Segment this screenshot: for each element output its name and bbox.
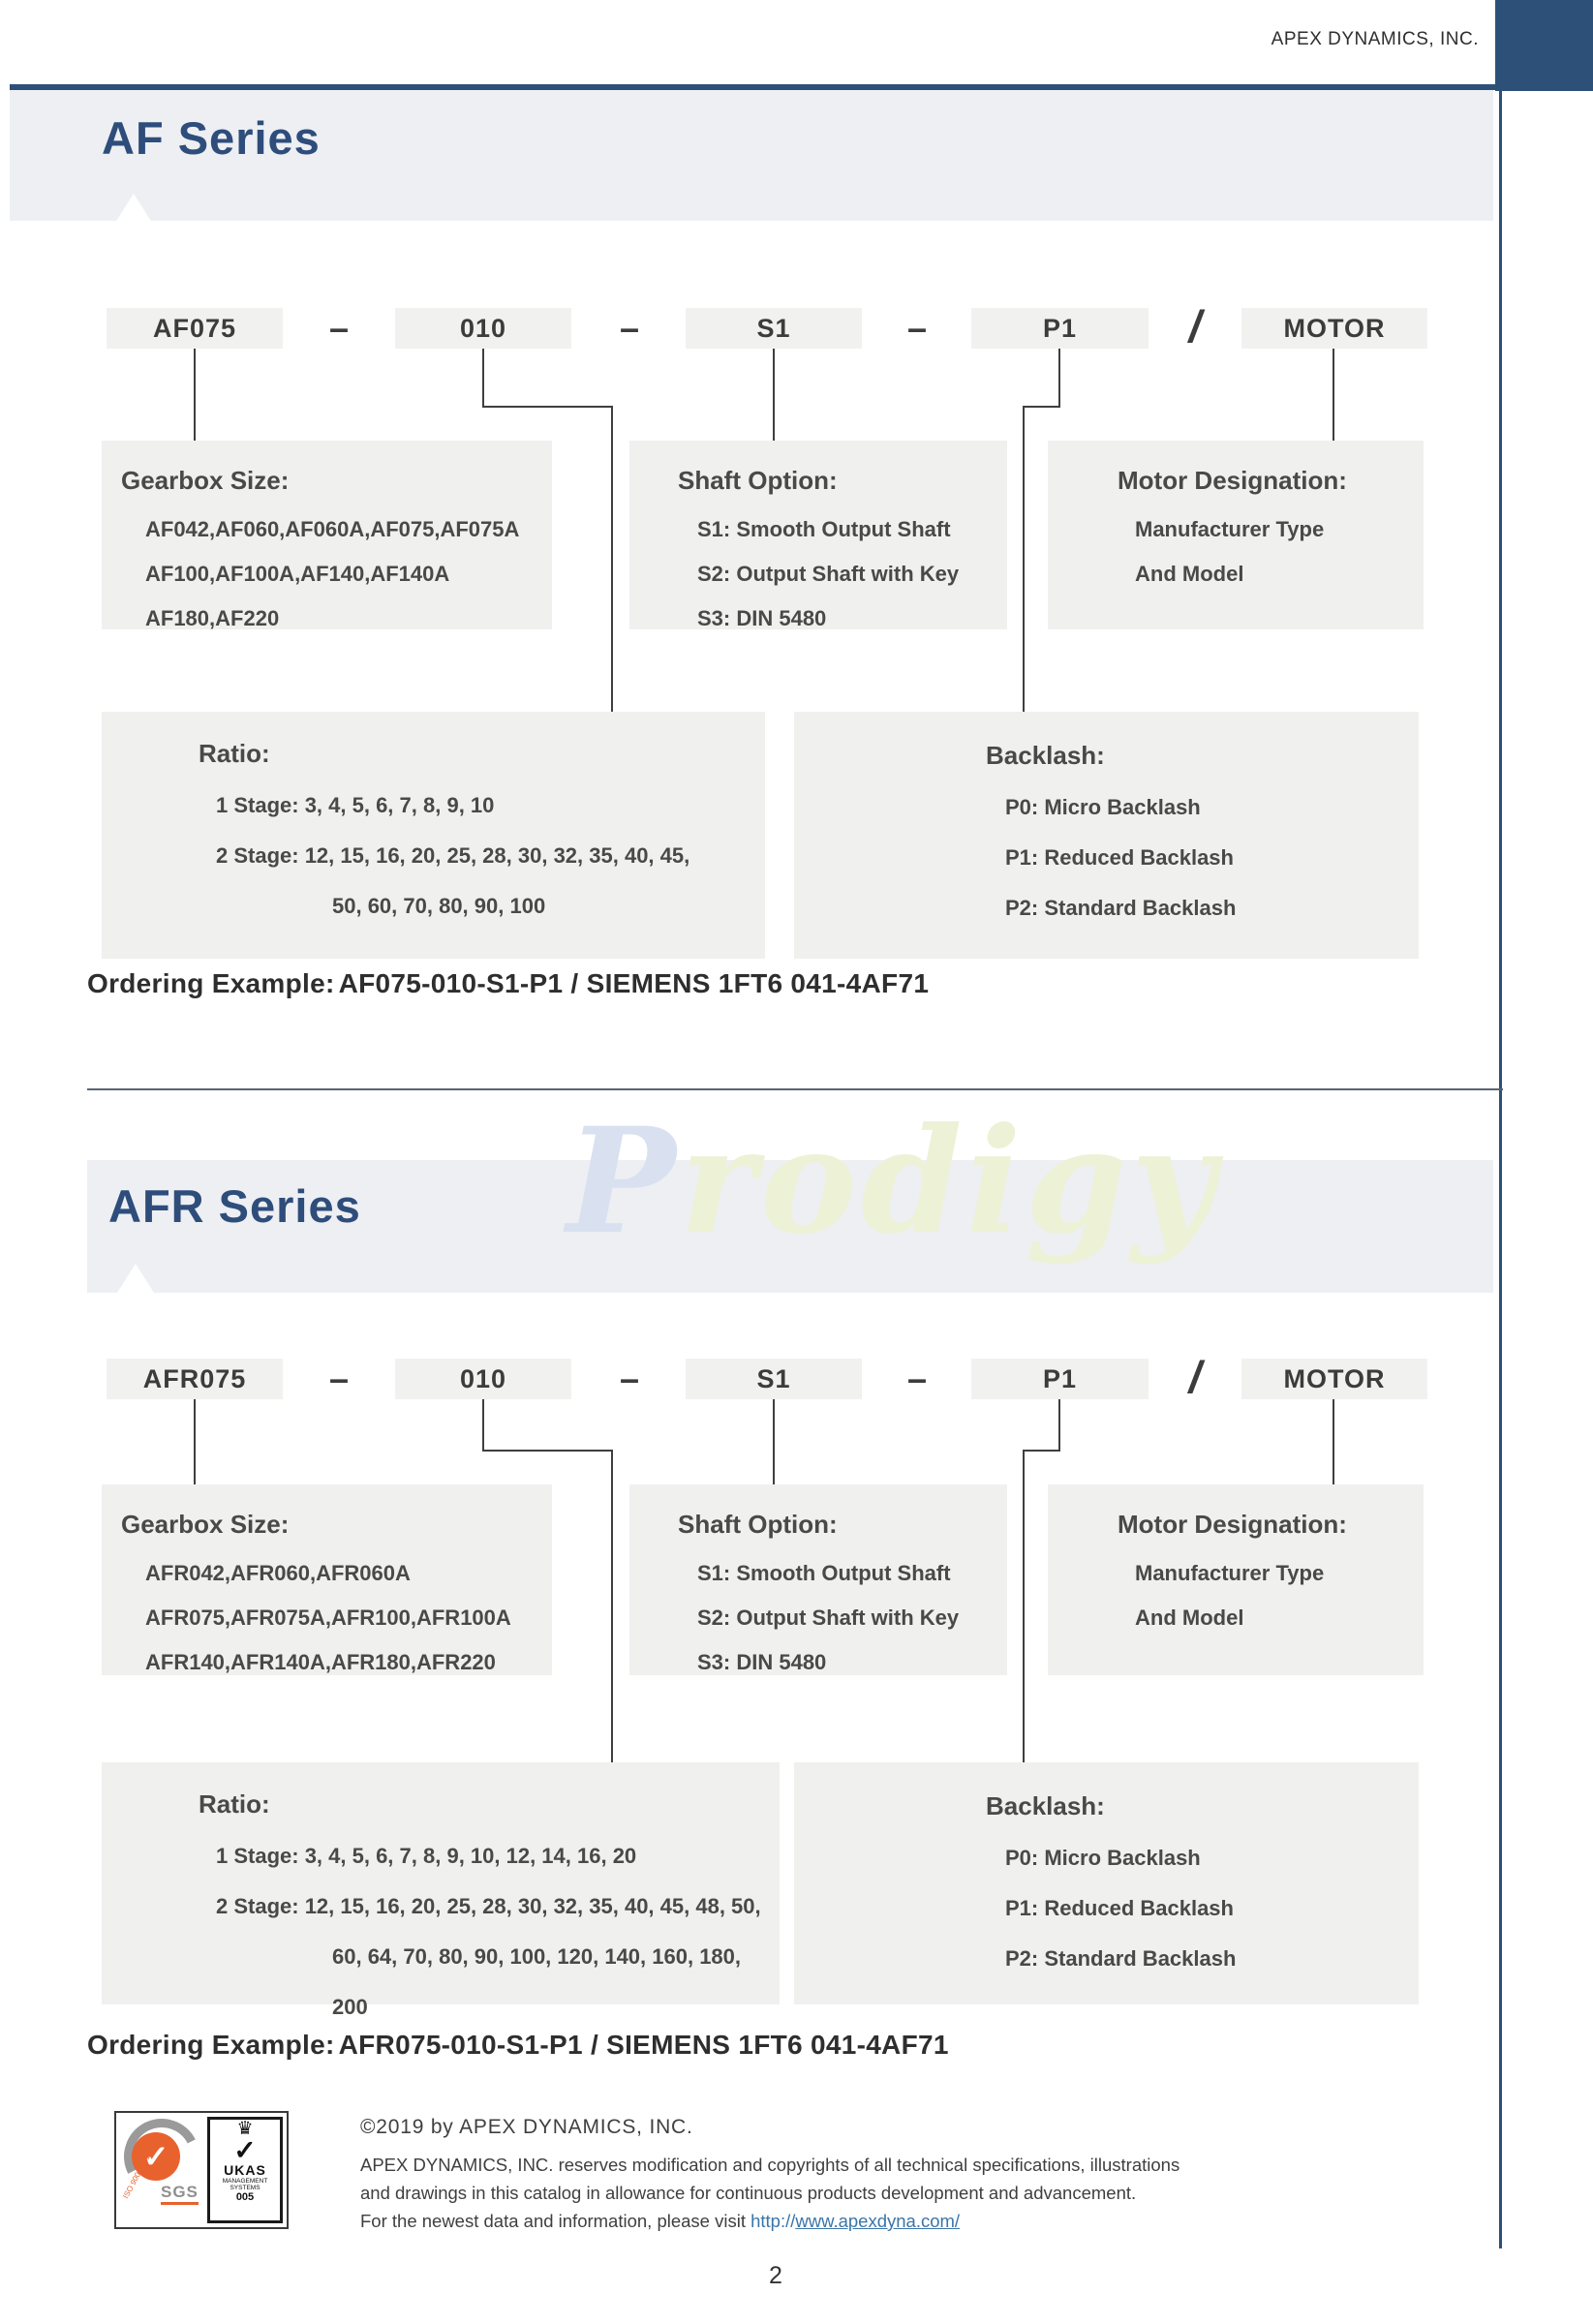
afr-code-motor: MOTOR xyxy=(1241,1359,1427,1399)
backlash-line: P0: Micro Backlash xyxy=(1005,795,1201,819)
ordering-example-value: AFR075-010-S1-P1 / SIEMENS 1FT6 041-4AF71 xyxy=(338,2030,949,2060)
motor-designation-line: Manufacturer Type xyxy=(1135,1561,1325,1585)
shaft-option-line: S3: DIN 5480 xyxy=(697,1650,827,1674)
copyright-line: and drawings in this catalog in allowance for continuous products development and advancement. xyxy=(360,2183,1137,2203)
ratio-line: 60, 64, 70, 80, 90, 100, 120, 140, 160, 180, 200 xyxy=(332,1944,742,2019)
af-series-title: AF Series xyxy=(102,112,321,164)
connector-line xyxy=(1333,1399,1334,1484)
dash-separator: – xyxy=(906,308,928,348)
connector-line xyxy=(482,406,613,408)
connector-line xyxy=(1058,1399,1060,1452)
connector-line xyxy=(194,349,196,441)
certification-logos xyxy=(114,2111,289,2229)
af-ratio-box xyxy=(102,712,765,959)
af-code-motor: MOTOR xyxy=(1241,308,1427,349)
afr-code-shaft: S1 xyxy=(686,1359,862,1399)
connector-line xyxy=(1023,406,1025,712)
copyright-block xyxy=(360,2113,1179,2235)
afr-ordering-example xyxy=(87,2030,949,2061)
crown-icon: ♛ xyxy=(236,2119,254,2139)
connector-line xyxy=(773,349,775,441)
shaft-option-line: S2: Output Shaft with Key xyxy=(697,562,960,586)
dash-separator: – xyxy=(619,1359,640,1398)
gearbox-size-line: AF100,AF100A,AF140,AF140A xyxy=(145,562,450,586)
ratio-line: 1 Stage: 3, 4, 5, 6, 7, 8, 9, 10, 12, 14, 16, 20 xyxy=(216,1844,637,1868)
gearbox-size-line: AF180,AF220 xyxy=(145,606,280,630)
visit-text: For the newest data and information, please visit xyxy=(360,2211,751,2231)
ratio-line: 2 Stage: 12, 15, 16, 20, 25, 28, 30, 32, 35, 40, 45, 48, 50, xyxy=(216,1894,761,1918)
dash-separator: – xyxy=(328,308,350,348)
ukas-logo xyxy=(207,2117,283,2223)
afr-backlash-box xyxy=(794,1762,1419,2004)
backlash-line: P0: Micro Backlash xyxy=(1005,1846,1201,1870)
af-code-gearbox-size: AF075 xyxy=(107,308,283,349)
ordering-example-value: AF075-010-S1-P1 / SIEMENS 1FT6 041-4AF71 xyxy=(338,968,930,998)
ukas-label: UKAS xyxy=(224,2162,266,2178)
shaft-option-line: S1: Smooth Output Shaft xyxy=(697,517,951,541)
connector-line xyxy=(482,1450,613,1452)
gearbox-size-line: AFR140,AFR140A,AFR180,AFR220 xyxy=(145,1650,496,1674)
backlash-line: P2: Standard Backlash xyxy=(1005,1946,1237,1971)
af-motor-designation-box xyxy=(1048,441,1424,629)
shaft-option-line: S3: DIN 5480 xyxy=(697,606,827,630)
shaft-option-line: S1: Smooth Output Shaft xyxy=(697,1561,951,1585)
af-backlash-box xyxy=(794,712,1419,959)
connector-line xyxy=(1023,1450,1025,1762)
copyright-line: ©2019 by APEX DYNAMICS, INC. xyxy=(360,2116,693,2138)
afr-motor-designation-box xyxy=(1048,1484,1424,1675)
backlash-line: P1: Reduced Backlash xyxy=(1005,845,1234,870)
ukas-number: 005 xyxy=(235,2191,255,2203)
dash-separator: – xyxy=(328,1359,350,1398)
af-code-ratio: 010 xyxy=(395,308,571,349)
motor-designation-line: And Model xyxy=(1135,562,1244,586)
brand-text: APEX DYNAMICS, INC. xyxy=(1271,29,1479,49)
afr-ratio-box xyxy=(102,1762,780,2019)
backlash-line: P2: Standard Backlash xyxy=(1005,896,1237,920)
afr-code-gearbox-size: AFR075 xyxy=(107,1359,283,1399)
sgs-logo-label: SGS xyxy=(161,2183,199,2205)
backlash-heading: Backlash: xyxy=(986,1791,1105,1820)
right-margin-rule xyxy=(1499,90,1502,2248)
ratio-line: 2 Stage: 12, 15, 16, 20, 25, 28, 30, 32, 35, 40, 45, xyxy=(216,843,690,868)
afr-shaft-option-box xyxy=(629,1484,1007,1675)
connector-line xyxy=(1333,349,1334,441)
ordering-example-label: Ordering Example: xyxy=(87,2030,335,2060)
shaft-option-line: S2: Output Shaft with Key xyxy=(697,1605,960,1630)
prodigy-watermark: Prodigy xyxy=(567,1096,1219,1267)
ratio-heading: Ratio: xyxy=(199,1789,270,1819)
url-scheme: http:// xyxy=(751,2211,796,2231)
shaft-option-heading: Shaft Option: xyxy=(678,466,838,495)
dash-separator: – xyxy=(906,1359,928,1398)
gearbox-size-heading: Gearbox Size: xyxy=(121,1510,290,1539)
connector-line xyxy=(611,406,613,712)
af-code-shaft: S1 xyxy=(686,308,862,349)
afr-code-backlash: P1 xyxy=(971,1359,1149,1399)
af-ordering-example xyxy=(87,968,929,999)
af-shaft-option-box xyxy=(629,441,1007,629)
afr-code-ratio: 010 xyxy=(395,1359,571,1399)
ukas-subtitle: MANAGEMENT xyxy=(222,2178,268,2185)
connector-line xyxy=(611,1450,613,1762)
ordering-example-label: Ordering Example: xyxy=(87,968,335,998)
backlash-line: P1: Reduced Backlash xyxy=(1005,1896,1234,1920)
sgs-check-icon: ✓ xyxy=(132,2132,180,2181)
connector-line xyxy=(773,1399,775,1484)
connector-line xyxy=(194,1399,196,1484)
ratio-line: 50, 60, 70, 80, 90, 100 xyxy=(332,894,546,918)
motor-designation-heading: Motor Designation: xyxy=(1118,466,1347,495)
gearbox-size-line: AFR042,AFR060,AFR060A xyxy=(145,1561,411,1585)
gearbox-size-heading: Gearbox Size: xyxy=(121,466,290,495)
afr-series-title: AFR Series xyxy=(108,1180,361,1232)
ratio-line: 1 Stage: 3, 4, 5, 6, 7, 8, 9, 10 xyxy=(216,793,495,817)
connector-line xyxy=(1058,349,1060,408)
website-link[interactable]: www.apexdyna.com/ xyxy=(795,2211,961,2231)
motor-designation-heading: Motor Designation: xyxy=(1118,1510,1347,1539)
band-notch xyxy=(117,1264,154,1293)
section-divider xyxy=(87,1088,1503,1090)
slash-separator: / xyxy=(1188,1352,1202,1402)
ratio-heading: Ratio: xyxy=(199,739,270,768)
gearbox-size-line: AFR075,AFR075A,AFR100,AFR100A xyxy=(145,1605,511,1630)
afr-gearbox-size-box xyxy=(102,1484,552,1675)
gearbox-size-line: AF042,AF060,AF060A,AF075,AF075A xyxy=(145,517,520,541)
af-gearbox-size-box xyxy=(102,441,552,629)
connector-line xyxy=(482,1399,484,1452)
motor-designation-line: Manufacturer Type xyxy=(1135,517,1325,541)
connector-line xyxy=(482,349,484,408)
af-header-band xyxy=(10,90,1493,221)
ukas-subtitle: SYSTEMS xyxy=(230,2185,260,2191)
copyright-line xyxy=(360,2207,1179,2235)
check-icon: ✓ xyxy=(233,2135,257,2165)
iso-certification-label: ISO 9001-2010 xyxy=(121,2149,154,2200)
page-number: 2 xyxy=(769,2262,782,2289)
connector-line xyxy=(1023,406,1060,408)
dash-separator: – xyxy=(619,308,640,348)
af-code-backlash: P1 xyxy=(971,308,1149,349)
copyright-line: APEX DYNAMICS, INC. reserves modification and copyrights of all technical specifications, illustrations xyxy=(360,2155,1180,2175)
band-notch xyxy=(115,194,152,223)
connector-line xyxy=(1023,1450,1060,1452)
corner-accent-block xyxy=(1495,0,1593,91)
shaft-option-heading: Shaft Option: xyxy=(678,1510,838,1539)
backlash-heading: Backlash: xyxy=(986,741,1105,770)
motor-designation-line: And Model xyxy=(1135,1605,1244,1630)
slash-separator: / xyxy=(1188,301,1202,352)
